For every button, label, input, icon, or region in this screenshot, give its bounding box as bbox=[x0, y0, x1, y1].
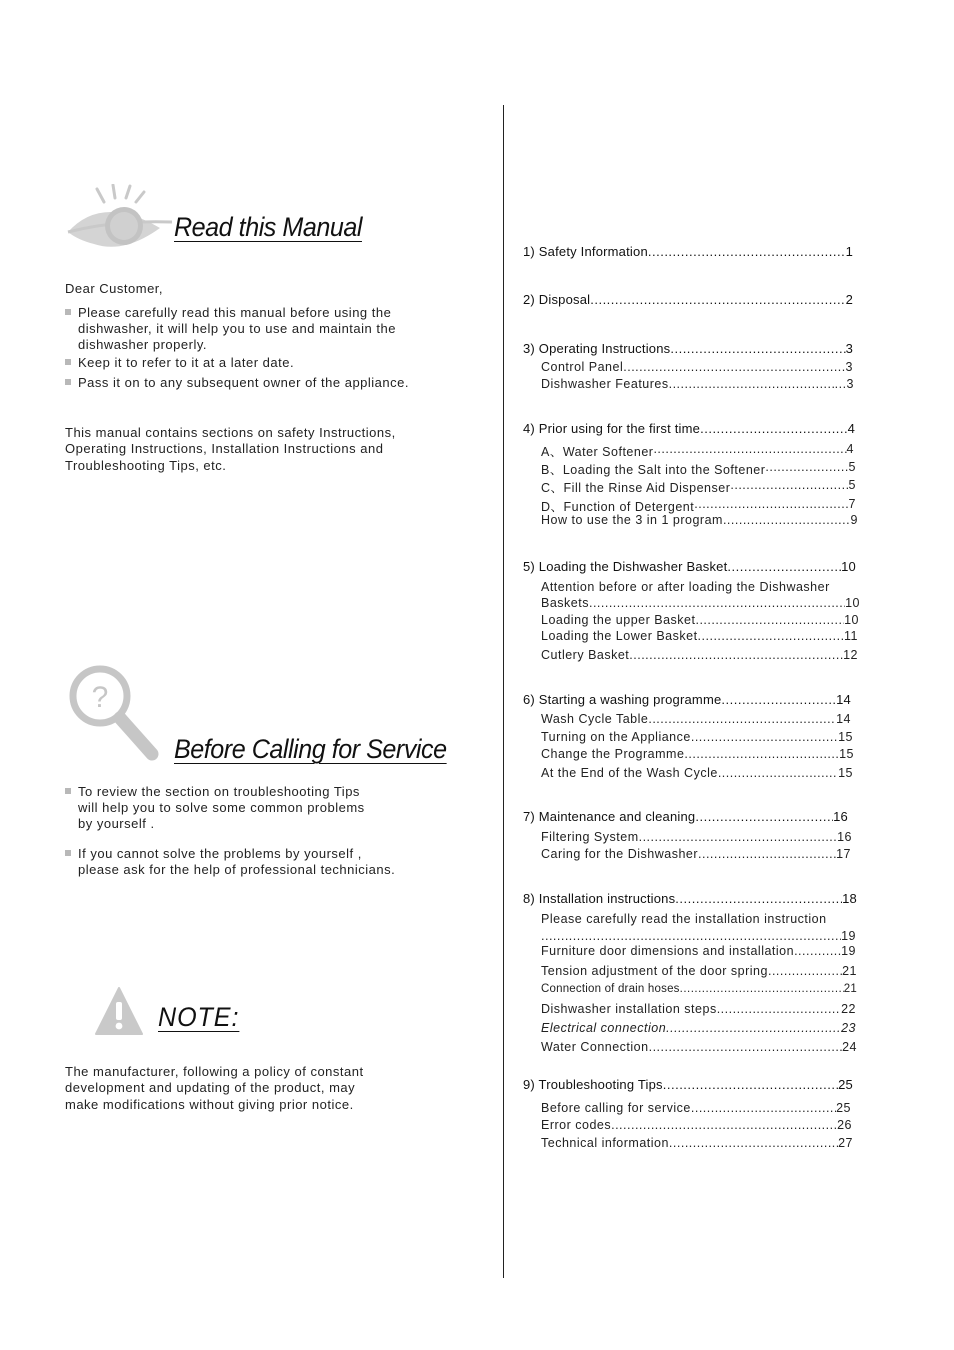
service-title: Before Calling for Service bbox=[174, 734, 447, 764]
toc-section[interactable]: 3) Operating Instructions ..... 3 bbox=[523, 341, 853, 356]
bullet-square-icon bbox=[65, 788, 71, 794]
read-manual-title: Read this Manual bbox=[174, 212, 362, 242]
bullet-square-icon bbox=[65, 850, 71, 856]
toc-item[interactable]: Tension adjustment of the door spring ..... 21 bbox=[541, 964, 857, 978]
toc-section[interactable]: 1) Safety Information ..... 1 bbox=[523, 244, 853, 259]
toc-item-line: Please carefully read the installation instruction bbox=[541, 912, 827, 926]
greeting: Dear Customer, bbox=[65, 281, 164, 296]
toc-item[interactable]: Cutlery Basket ..... 12 bbox=[541, 648, 858, 662]
toc-item[interactable]: How to use the 3 in 1 program ..... 9 bbox=[541, 513, 858, 527]
toc-item[interactable]: Loading the Lower Basket ..... 11 bbox=[541, 629, 858, 643]
toc-item[interactable]: A、Water Softener ..... 4 bbox=[541, 442, 854, 460]
toc-item[interactable]: Baskets ..... 10 bbox=[541, 596, 860, 610]
warning-icon bbox=[94, 986, 144, 1036]
toc-item[interactable]: Filtering System ..... 16 bbox=[541, 830, 852, 844]
toc-item[interactable]: Loading the upper Basket ..... 10 bbox=[541, 613, 859, 627]
bullet-item: If you cannot solve the problems by yourself , please ask for the help of professional technicians. bbox=[78, 846, 395, 878]
bullet-item: Please carefully read this manual before using the dishwasher, it will help you to use and maintain the dishwasher properly. bbox=[78, 305, 396, 354]
toc-item[interactable]: Furniture door dimensions and installation ..... 19 bbox=[541, 944, 856, 958]
toc-section[interactable]: 2) Disposal ..... 2 bbox=[523, 292, 853, 307]
toc-item[interactable]: Change the Programme ..... 15 bbox=[541, 747, 854, 761]
manual-contents-paragraph: This manual contains sections on safety Instructions, Operating Instructions, Installation Instructions and Troubleshooting Tips, etc. bbox=[65, 425, 396, 473]
toc-item[interactable]: Connection of drain hoses ..... 21 bbox=[541, 983, 857, 995]
toc-item[interactable]: Control Panel ..... 3 bbox=[541, 360, 853, 374]
toc-item[interactable]: Water Connection ..... 24 bbox=[541, 1040, 857, 1054]
toc-section[interactable]: 8) Installation instructions ..... 18 bbox=[523, 891, 857, 906]
toc-item[interactable]: B、Loading the Salt into the Softener ..... 5 bbox=[541, 460, 856, 478]
toc-item-line: Attention before or after loading the Dishwasher bbox=[541, 580, 830, 594]
toc-section[interactable]: 9) Troubleshooting Tips ..... 25 bbox=[523, 1077, 853, 1092]
bullet-item: Keep it to refer to it at a later date. bbox=[78, 355, 294, 371]
toc-item[interactable]: At the End of the Wash Cycle ..... 15 bbox=[541, 766, 853, 780]
toc-section[interactable]: 4) Prior using for the first time ..... 4 bbox=[523, 421, 855, 436]
toc-item[interactable]: Caring for the Dishwasher ..... 17 bbox=[541, 847, 851, 861]
toc-item[interactable]: ..... 19 bbox=[541, 929, 856, 943]
toc-section[interactable]: 5) Loading the Dishwasher Basket ..... 10 bbox=[523, 559, 856, 574]
bullet-square-icon bbox=[65, 379, 71, 385]
eye-icon bbox=[64, 184, 176, 254]
bullet-square-icon bbox=[65, 309, 71, 315]
bullet-item: Pass it on to any subsequent owner of the appliance. bbox=[78, 375, 409, 391]
note-title: NOTE: bbox=[158, 1002, 240, 1032]
toc-item[interactable]: Technical information ..... 27 bbox=[541, 1136, 853, 1150]
toc-section[interactable]: 6) Starting a washing programme ..... 14 bbox=[523, 692, 851, 707]
toc-item[interactable]: Dishwasher Features ..... ...3 bbox=[541, 377, 854, 391]
bullet-square-icon bbox=[65, 359, 71, 365]
bullet-item: To review the section on troubleshooting Tips will help you to solve some common problems by yourself . bbox=[78, 784, 365, 833]
toc-section[interactable]: 7) Maintenance and cleaning ..... 16 bbox=[523, 809, 848, 824]
toc-item[interactable]: Dishwasher installation steps ..... 22 bbox=[541, 1002, 856, 1016]
column-divider bbox=[503, 105, 504, 1278]
svg-text:?: ? bbox=[91, 681, 109, 714]
toc-item[interactable]: C、Fill the Rinse Aid Dispenser ..... 5 bbox=[541, 478, 856, 496]
toc-item[interactable]: Turning on the Appliance ..... 15 bbox=[541, 730, 853, 744]
toc-item[interactable]: Wash Cycle Table ..... 14 bbox=[541, 712, 851, 726]
toc-item[interactable]: Electrical connection ..... 23 bbox=[541, 1021, 856, 1035]
note-text: The manufacturer, following a policy of constant development and updating of the product, may make modifications without giving prior notice. bbox=[65, 1064, 364, 1112]
toc-item[interactable]: Error codes ..... 26 bbox=[541, 1118, 852, 1132]
magnifier-question-icon bbox=[68, 664, 164, 764]
toc-item[interactable]: D、Function of Detergent ..... 7 bbox=[541, 497, 856, 515]
toc-item[interactable]: Before calling for service ..... 25 bbox=[541, 1101, 851, 1115]
